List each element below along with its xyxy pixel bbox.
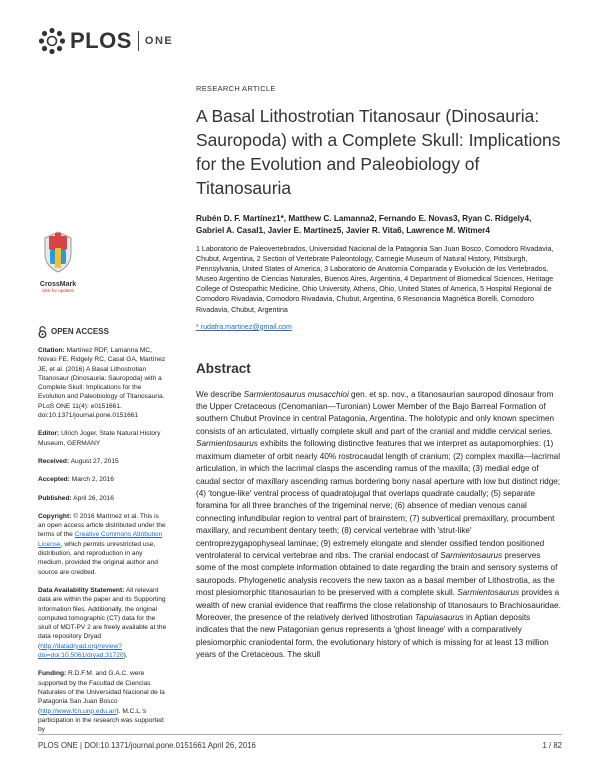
page-number: 1 / 82 [542,741,562,750]
received-label: Received: [38,457,70,465]
accepted-block [38,475,168,484]
accepted-label: Accepted: [38,476,70,484]
abstract-part-1: We describe [196,389,244,399]
funding-link[interactable]: http://www.fcn.unp.edu.ar/ [40,707,117,715]
received-text: August 27, 2015 [70,457,119,465]
abstract-part-3: exhibits the following distinctive features that we interpret as autapomorphies: (1) maximum diameter of orbit nearly 40% rostrocaudal length of cranium; (2) complex maxilla—lacrimal articulation, in which the lacrimal clasps the ascending ramus of the maxilla; (3) medial edge of caudal sector of maxillary ascending ramus bordering bony nasal aperture with low but distinct ridge; (4) 'tongue-like' ventral process of quadratojugal that overlaps quadrate caudally; (5) separate foramina for all three branches of the trigeminal nerve; (6) absence of median venous canal connecting infundibular region to ventral part of brainstem; (7) subvertical premaxillary, procumbent maxillary, and recumbent dentary teeth; (8) cervical vertebrae with 'strut-like' centroprezygapophyseal laminae; (9) extremely elongate and slender ossified tendon positioned ventrolateral to cervical vertebrae and ribs. The cranial endocast of [196,439,561,560]
email-link[interactable]: * rudafra.martinez@gmail.com [196,322,292,331]
funding-block [38,669,168,734]
published-block [38,494,168,503]
data-availability-label: Data Availability Statement: [38,586,125,594]
editor-label: Editor: [38,430,60,438]
published-label: Published: [38,494,72,502]
copyright-text-end: , which permits unrestricted use, distribution, and reproduction in any medium, provided the original author and source are credited. [38,540,158,576]
editor-block [38,429,168,448]
crossmark-icon [41,230,75,274]
article-sidebar [38,326,168,743]
received-block [38,457,168,466]
page-footer [38,734,562,750]
plos-one-logo[interactable] [38,24,173,58]
abstract-genus-4: Sarmientosaurus [457,588,520,598]
abstract-heading: Abstract [196,360,251,376]
editor-text: Ulrich Joger, State Natural History Museum, GERMANY [38,430,161,447]
abstract-genus-2: Sarmientosaurus [196,439,258,449]
copyright-label: Copyright: [38,512,72,520]
corresponding-email [196,323,561,331]
abstract-genus-3: Sarmientosaurus [440,550,503,560]
accepted-text: March 2, 2016 [71,476,114,484]
abstract-part-6: in Aptian deposits indicates that the new Patagonian genus represents a 'ghost lineage' with a comparatively plesiomorphic craniodental form, the evolutionary history of which is missing for at least 13 million years of the Cretaceous. The skull [196,612,549,660]
open-access-badge [38,326,168,338]
open-lock-icon [38,326,47,338]
footer-citation: PLOS ONE | DOI:10.1371/journal.pone.0151661 April 26, 2016 [38,741,256,750]
funding-text-end: ). M.C.L.'s participation in the research was supported by [38,707,164,734]
copyright-text: © 2016 Martínez et al. This is an open access article distributed under the terms of the [38,512,166,539]
data-availability-end: ). [123,652,128,660]
dryad-link[interactable]: http://datadryad.org/review?doi=doi:10.5061/dryad.31720 [38,642,124,660]
plos-dots-icon [38,27,66,55]
published-text: April 26, 2016 [73,494,114,502]
citation-label: Citation: [38,347,65,354]
data-availability-block [38,586,168,660]
affiliations: 1 Laboratorio de Paleovertebrados, Universidad Nacional de la Patagonia San Juan Bosco, Comodoro Rivadavia, Chubut, Argentina, 2 Section of Vertebrate Paleontology, Carnegie Museum of Natural History, Pittsburgh, Pennsylvania, United States of America, 3 Laboratorio de Anatomía Comparada y Evolución de los Vertebrados, Museo Argentino de Ciencias Naturales, Buenos Aires, Argentina, 4 Department of Biomedical Sciences, Heritage College of Osteopathic Medicine, Ohio University, Athens, Ohio, United States of America, 5 Hospital Regional de Comodoro Rivadavia, Comodoro Rivadavia, Chubut, Argentina, 6 Resonancia Magnética Borelli, Comodoro Rivadavia, Chubut, Argentina [196,245,554,314]
abstract-text [196,389,561,662]
funding-label: Funding: [38,670,67,678]
crossmark-sublabel: click for updates [41,288,75,293]
data-availability-text: All relevant data are within the paper and its Supporting Information files. Additionally, the original computed tomographic (CT) data for the skull of MDT-PV 2 are freely available at the data repository Dryad ( [38,586,167,650]
logo-separator [138,31,139,51]
license-link[interactable]: Creative Commons Attribution License [38,531,163,548]
logo-journal: ONE [144,35,174,47]
open-access-label: OPEN ACCESS [51,327,109,337]
abstract-species: Sarmientosaurus musacchioi [243,389,349,399]
article-title: A Basal Lithostrotian Titanosaur (Dinosauria: Sauropoda) with a Complete Skull: Implications for the Evolution and Paleobiology of Titanosauria [196,106,561,198]
copyright-block [38,512,168,577]
abstract-genus-5: Tapuiasaurus [414,612,464,622]
abstract-part-4: preserves some of the most complete information obtained to date regarding the brain and sensory systems of sauropods. Phylogenetic analysis recovers the new taxon as a basal member of Lithostrotia, as the most plesiomorphic titanosaurian to be preserved with a complete skull. [196,550,558,598]
author-list: Rubén D. F. Martínez1*, Matthew C. Lamanna2, Fernando E. Novas3, Ryan C. Ridgely4, Gabriel A. Casal1, Javier E. Martínez5, Javier R. Vita6, Lawrence M. Witmer4 [196,214,532,235]
article-main [196,84,561,662]
crossmark-label: CrossMark [39,281,77,288]
funding-text: R.D.F.M. and G.A.C. were supported by the Facultad de Ciencias Naturales of the Universidad Nacional de la Patagonia San Juan Bosco ( [38,670,165,715]
article-type: RESEARCH ARTICLE [196,84,276,93]
abstract-part-5: provides a wealth of new cranial evidence that reaffirms the close relationship of titanosaurs to Brachiosauridae. Moreover, the presence of the relatively derived lithostrotian [196,588,561,622]
crossmark-badge[interactable] [38,230,78,293]
abstract-part-2: gen. et sp. nov., a titanosaurian sauropod dinosaur from the Upper Cretaceous (Cenomanian—Turonian) Lower Member of the Bajo Barreal Formation of southern Chubut Province in central Patagonia, Argentina. The holotypic and only known specimen consists of an articulated, virtually complete skull and part of the cranial and middle cervical series. [196,389,555,436]
logo-text: PLOS [70,28,132,53]
citation-block [38,346,168,420]
citation-text: Martínez RDF, Lamanna MC, Novas FE, Ridgely RC, Casal GA, Martínez JE, et al. (2016) A Basal Lithostrotian Titanosaur (Dinosauria: Sauropoda) with a Complete Skull: Implications for the Evolution and Paleobiology of Titanosauria. PLoS ONE 11(4): e0151661. doi:10.1371/journal.pone.0151661 [38,347,166,420]
